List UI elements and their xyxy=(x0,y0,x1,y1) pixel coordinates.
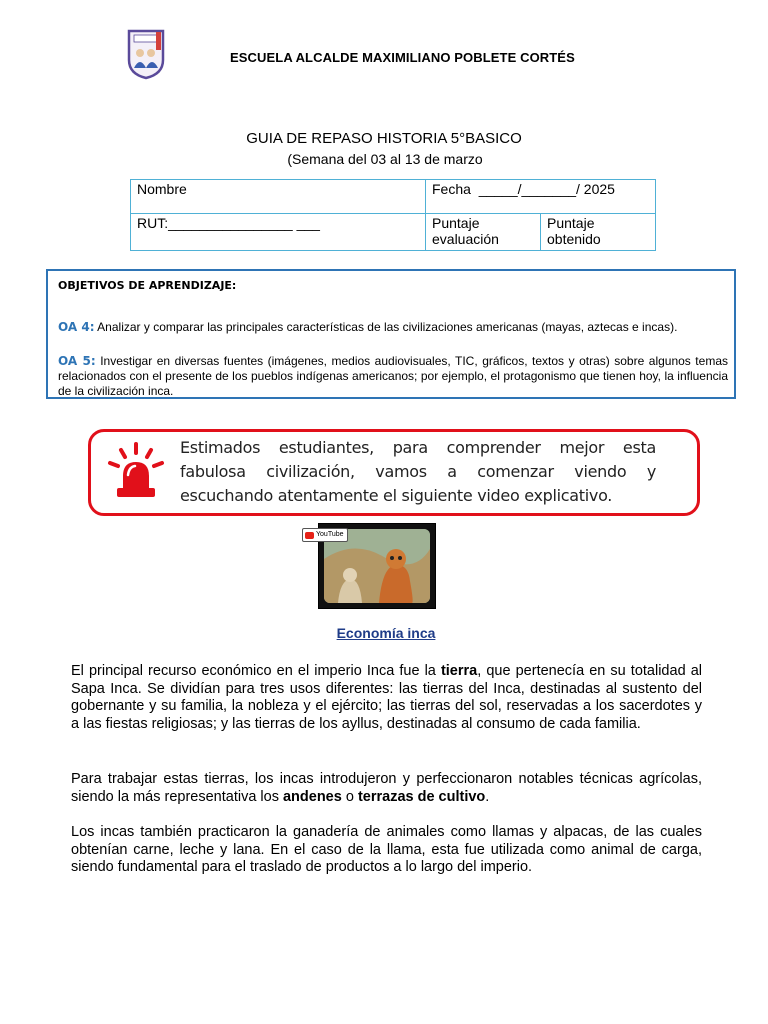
evaluation-score-label: Puntaje evaluación xyxy=(426,214,541,251)
name-field[interactable]: Nombre xyxy=(131,180,426,214)
paragraph-livestock xyxy=(71,824,702,877)
youtube-logo-mark xyxy=(305,532,314,539)
p1-bold: tierra xyxy=(440,663,478,679)
p2-text-end: . xyxy=(485,788,490,805)
paragraph-terraces xyxy=(71,771,702,806)
oa4-code: OA 4: xyxy=(58,320,95,334)
siren-icon xyxy=(107,442,165,502)
objective-oa4 xyxy=(58,320,728,335)
student-info-table xyxy=(130,179,656,251)
objectives-box xyxy=(46,269,736,399)
rut-field[interactable]: RUT:________________ ___ xyxy=(131,214,426,251)
guide-title: GUIA DE REPASO HISTORIA 5°BASICO xyxy=(246,130,522,147)
section-title: Economía inca xyxy=(336,625,436,641)
p2-bold-terrazas: terrazas de cultivo xyxy=(357,788,486,805)
paragraph-land xyxy=(71,663,702,733)
p1-text-a: El principal recurso económico en el imperio Inca fue la xyxy=(71,663,441,679)
p2-bold-andenes: andenes xyxy=(282,788,342,805)
oa5-text: Investigar en diversas fuentes (imágenes, medios audiovisuales, TIC, gráficos, textos y otras) sobre algunos temas relacionados con el presente de los pueblos indígenas americanos; por ejemplo, el protagonismo que tienen hoy, la influencia de la civilización inca. xyxy=(58,354,728,398)
p2-text-mid: o xyxy=(341,788,358,805)
obtained-score-label: Puntaje obtenido xyxy=(541,214,656,251)
p2-text-a: Para trabajar estas tierras, los incas introdujeron y perfeccionaron notables técnicas agrícolas, siendo la más representativa los xyxy=(71,771,702,805)
guide-subtitle: (Semana del 03 al 13 de marzo xyxy=(287,151,483,167)
video-notice-box xyxy=(88,429,700,516)
school-crest-icon xyxy=(126,28,166,80)
objectives-heading: OBJETIVOS DE APRENDIZAJE: xyxy=(58,279,237,292)
p3-text: Los incas también practicaron la ganadería de animales como llamas y alpacas, de las cuales obtenían carne, leche y lana. En el caso de la llama, esta fue utilizada como animal de carga, siendo fundamental para el traslado de productos a lo largo del imperio. xyxy=(71,824,702,876)
youtube-icon[interactable] xyxy=(302,528,348,542)
objective-oa5 xyxy=(58,354,728,399)
p1-text-b: , que pertenecía en su totalidad al Sapa Inca. Se dividían para tres usos diferentes: las tierras del Inca, destinadas al sustento del gobernante y su familia, la nobleza y el ejército; las tierras del sol, reservadas a los sacerdotes y a las fiestas religiosas; y las tierras de los ayllus, destinadas al consumo de cada familia. xyxy=(71,663,702,732)
video-notice-text: Estimados estudiantes, para comprender mejor esta fabulosa civilización, vamos a comenzar viendo y escuchando atentamente el siguiente video explicativo. xyxy=(180,438,656,505)
date-field[interactable]: Fecha _____/_______/ 2025 xyxy=(426,180,656,214)
school-name: ESCUELA ALCALDE MAXIMILIANO POBLETE CORTÉS xyxy=(230,50,575,65)
youtube-badge-label: YouTube xyxy=(316,531,344,538)
oa5-code: OA 5: xyxy=(58,354,96,368)
oa4-text: Analizar y comparar las principales características de las civilizaciones americanas (mayas, aztecas e incas). xyxy=(97,320,678,334)
